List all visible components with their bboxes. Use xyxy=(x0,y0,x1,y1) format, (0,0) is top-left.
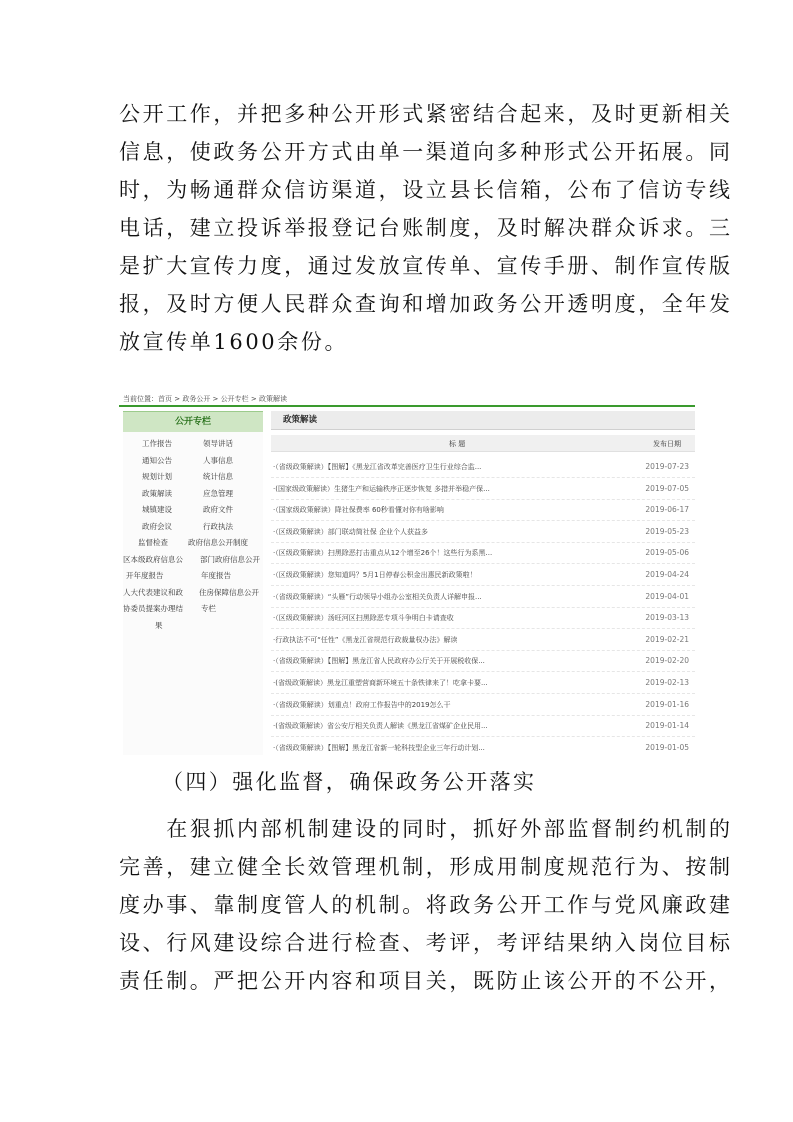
list-item[interactable] xyxy=(271,520,695,543)
list-item[interactable] xyxy=(271,477,695,500)
publish-date: 2019-05-23 xyxy=(645,526,689,536)
sidebar-link[interactable]: 人大代表建议和政 xyxy=(123,587,183,597)
sidebar-link[interactable]: 行政执法 xyxy=(203,521,233,531)
article-title-link[interactable]: ·（区级政策解读）您知道吗？5月1日停春公积金出惠民新政策啦！ xyxy=(273,571,477,579)
text-line: 是扩大宣传力度，通过发放宣传单、宣传手册、制作宣传版 xyxy=(119,254,733,278)
text-line: 完善，建立健全长效管理机制，形成用制度规范行为、按制 xyxy=(119,855,733,879)
article-title-link[interactable]: ·（省级政策解读）【图解】黑龙江省新一轮科技型企业三年行动计划... xyxy=(273,743,485,752)
publish-date: 2019-02-13 xyxy=(645,678,689,687)
text-line: 时，为畅通群众信访渠道，设立县长信箱，公布了信访专线 xyxy=(119,178,733,202)
list-item[interactable] xyxy=(271,455,695,478)
list-item[interactable] xyxy=(271,628,695,651)
sidebar-title: 公开专栏 xyxy=(123,411,263,432)
column-header-date: 发布日期 xyxy=(653,440,681,448)
sidebar-link[interactable]: 政策解读 xyxy=(142,488,172,498)
publish-date: 2019-01-05 xyxy=(645,742,689,752)
article-title-link[interactable]: ·行政执法不可“任性”《黑龙江省规范行政裁量权办法》解读 xyxy=(273,635,458,644)
article-title-link[interactable]: ·(省级政策解读）省公安厅相关负责人解读《黑龙江省煤矿企业民用... xyxy=(273,722,488,731)
publish-date: 2019-06-17 xyxy=(645,505,689,515)
sidebar-link[interactable]: 领导讲话 xyxy=(203,439,233,448)
list-item[interactable] xyxy=(271,693,695,716)
sidebar-link[interactable]: 工作报告 xyxy=(142,439,172,448)
sidebar-link[interactable]: 专栏 xyxy=(201,604,216,613)
publish-date: 2019-03-13 xyxy=(645,613,689,623)
text-line: 报，及时方便人民群众查询和增加政务公开透明度，全年发 xyxy=(119,292,733,316)
sidebar-link[interactable]: 城镇建设 xyxy=(142,505,172,514)
breadcrumb: 当前位置：首页 > 政务公开 > 公开专栏 > 政策解读 xyxy=(123,395,287,403)
article-title-link[interactable]: ·（省级政策解读）【图解】黑龙江省人民政府办公厅关于开展税收保... xyxy=(273,657,485,666)
sidebar-link[interactable]: 政府文件 xyxy=(203,505,233,514)
list-item[interactable] xyxy=(271,498,695,521)
list-item[interactable] xyxy=(271,671,695,694)
list-item[interactable] xyxy=(271,736,695,755)
list-item[interactable] xyxy=(271,649,695,672)
column-header-title: 标 题 xyxy=(449,440,466,448)
sidebar-link[interactable]: 通知公告 xyxy=(142,455,172,465)
sidebar-link[interactable]: 政府信息公开制度 xyxy=(188,538,248,547)
list-item[interactable] xyxy=(271,585,695,608)
text-line: 设、行风建设综合进行检查、考评，考评结果纳入岗位目标 xyxy=(119,931,733,955)
sidebar-link[interactable]: 区本级政府信息公 xyxy=(123,554,183,564)
publish-date: 2019-02-21 xyxy=(645,634,689,644)
publish-date: 2019-01-14 xyxy=(645,721,689,731)
publish-date: 2019-07-05 xyxy=(645,483,689,493)
article-title-link[interactable]: ·(国家级政策解读）生猪生产和运输秩序正逐步恢复 多措并举稳产保... xyxy=(273,484,490,493)
text-line: 责任制。严把公开内容和项目关，既防止该公开的不公开， xyxy=(119,969,733,993)
text-line: 电话，建立投诉举报登记台账制度，及时解决群众诉求。三 xyxy=(119,216,733,240)
sidebar-link[interactable]: 应急管理 xyxy=(203,488,233,498)
publish-date: 2019-04-01 xyxy=(645,591,689,601)
sidebar-link[interactable]: 年度报告 xyxy=(201,571,231,580)
text-line: 度办事、靠制度管人的机制。将政务公开工作与党风廉政建 xyxy=(119,893,733,917)
text-line: 公开工作，并把多种公开形式紧密结合起来，及时更新相关 xyxy=(119,102,733,126)
table-header xyxy=(271,435,695,452)
sidebar-link[interactable]: 规划计划 xyxy=(142,472,172,481)
article-title-link[interactable]: ·（区级政策解读）扫黑除恶打击重点从12个增至26个！这些行为系黑... xyxy=(273,549,493,558)
main-panel xyxy=(271,411,695,755)
list-item[interactable] xyxy=(271,563,695,586)
sidebar-link[interactable]: 开年度报告 xyxy=(126,571,164,580)
publish-date: 2019-01-16 xyxy=(645,699,689,709)
sidebar-link[interactable]: 监督检查 xyxy=(138,538,168,547)
publish-date: 2019-02-20 xyxy=(645,656,689,666)
panel-title: 政策解读 xyxy=(271,411,695,430)
breadcrumb-divider xyxy=(119,405,695,407)
sidebar xyxy=(123,411,263,755)
sidebar-link[interactable]: 人事信息 xyxy=(203,455,233,465)
text-line: 放宣传单1600余份。 xyxy=(119,330,349,354)
sidebar-link[interactable]: 统计信息 xyxy=(203,472,233,481)
embedded-screenshot xyxy=(119,393,695,755)
text-line: 在狠抓内部机制建设的同时，抓好外部监督制约机制的 xyxy=(119,817,733,841)
publish-date: 2019-07-23 xyxy=(645,462,689,471)
sidebar-link[interactable]: 果 xyxy=(155,620,163,630)
paragraph-2 xyxy=(119,810,733,1000)
article-title-link[interactable]: ·（省级政策解读）【图解】《黑龙江省改革完善医疗卫生行业综合监... xyxy=(273,463,482,471)
article-title-link[interactable]: ·（国家级政策解读）降社保费率 60秒看懂对你有啥影响 xyxy=(273,506,444,515)
sidebar-link[interactable]: 政府会议 xyxy=(142,521,172,531)
paragraph-1 xyxy=(119,95,733,361)
article-title-link[interactable]: ·（区级政策解读）汤旺河区扫黑除恶专项斗争明白卡请查收 xyxy=(273,614,454,623)
sidebar-link[interactable]: 住房保障信息公开 xyxy=(199,587,259,597)
text-line: 信息，使政务公开方式由单一渠道向多种形式公开拓展。同 xyxy=(119,140,733,164)
publish-date: 2019-05-06 xyxy=(645,548,689,558)
sidebar-link[interactable]: 协委员提案办理结 xyxy=(123,604,183,613)
article-title-link[interactable]: ·（省级政策解读）“头雁”行动领导小组办公室相关负责人详解申报... xyxy=(273,592,482,601)
section-heading: （四）强化监督，确保政务公开落实 xyxy=(162,770,537,794)
article-title-link[interactable]: ·（区级政策解读）部门联动简社保 企业个人获益多 xyxy=(273,527,428,536)
list-item[interactable] xyxy=(271,714,695,737)
sidebar-link[interactable]: 部门政府信息公开 xyxy=(200,554,260,564)
list-item[interactable] xyxy=(271,606,695,629)
article-title-link[interactable]: ·（省级政策解读）划重点！政府工作报告中的2019怎么干 xyxy=(273,700,451,709)
publish-date: 2019-04-24 xyxy=(645,570,689,579)
list-item[interactable] xyxy=(271,541,695,564)
article-title-link[interactable]: ·(省级政策解读）黑龙江重塑营商新环境五十条铁律来了！吃拿卡要... xyxy=(273,679,488,687)
